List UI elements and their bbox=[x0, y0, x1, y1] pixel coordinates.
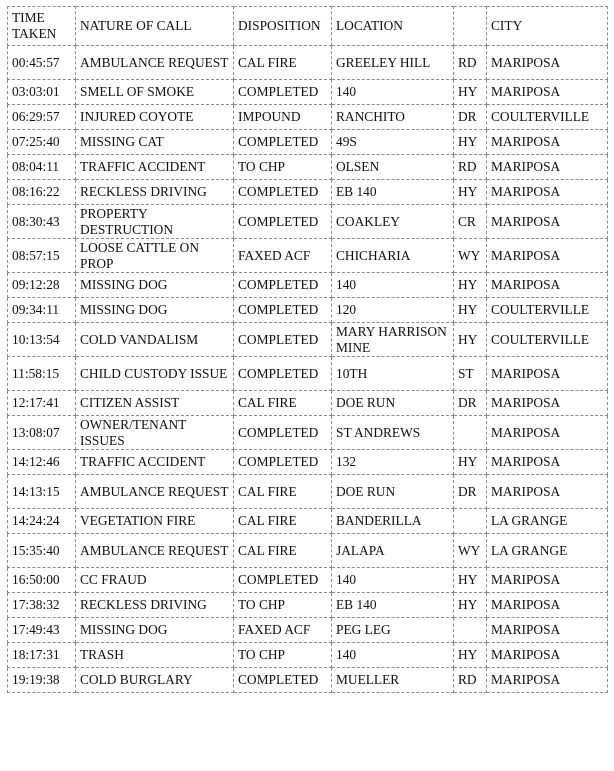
cell-time: 11:58:15 bbox=[8, 357, 76, 391]
cell-location: GREELEY HILL bbox=[332, 46, 454, 80]
table-row bbox=[8, 80, 608, 105]
cell-disposition: COMPLETED bbox=[234, 416, 332, 450]
cell-time: 13:08:07 bbox=[8, 416, 76, 450]
cell-disposition: COMPLETED bbox=[234, 323, 332, 357]
cell-city: MARIPOSA bbox=[487, 130, 608, 155]
cell-nature: VEGETATION FIRE bbox=[76, 509, 234, 534]
cell-nature: MISSING CAT bbox=[76, 130, 234, 155]
cell-time: 09:12:28 bbox=[8, 273, 76, 298]
cell-city: COULTERVILLE bbox=[487, 323, 608, 357]
cell-time: 03:03:01 bbox=[8, 80, 76, 105]
table-row bbox=[8, 568, 608, 593]
cell-city: LA GRANGE bbox=[487, 509, 608, 534]
cell-nature: RECKLESS DRIVING bbox=[76, 180, 234, 205]
cell-disposition: CAL FIRE bbox=[234, 46, 332, 80]
cell-disposition: COMPLETED bbox=[234, 668, 332, 693]
table-row bbox=[8, 643, 608, 668]
cell-disposition: COMPLETED bbox=[234, 273, 332, 298]
cell-time: 08:30:43 bbox=[8, 205, 76, 239]
cell-nature: INJURED COYOTE bbox=[76, 105, 234, 130]
table-row bbox=[8, 273, 608, 298]
cell-time: 14:24:24 bbox=[8, 509, 76, 534]
cell-suffix: HY bbox=[454, 643, 487, 668]
table-row bbox=[8, 357, 608, 391]
cell-nature: AMBULANCE REQUEST bbox=[76, 534, 234, 568]
cell-city: MARIPOSA bbox=[487, 593, 608, 618]
cell-disposition: COMPLETED bbox=[234, 205, 332, 239]
table-row bbox=[8, 46, 608, 80]
cell-nature: AMBULANCE REQUEST bbox=[76, 475, 234, 509]
cell-suffix: RD bbox=[454, 668, 487, 693]
cell-nature: OWNER/TENANT ISSUES bbox=[76, 416, 234, 450]
header-location: LOCATION bbox=[332, 7, 454, 46]
cell-disposition: IMPOUND bbox=[234, 105, 332, 130]
cell-time: 18:17:31 bbox=[8, 643, 76, 668]
cell-nature: MISSING DOG bbox=[76, 298, 234, 323]
header-nature: NATURE OF CALL bbox=[76, 7, 234, 46]
cell-location: PEG LEG bbox=[332, 618, 454, 643]
cell-city: MARIPOSA bbox=[487, 618, 608, 643]
cell-location: 120 bbox=[332, 298, 454, 323]
cell-disposition: TO CHP bbox=[234, 643, 332, 668]
table-row bbox=[8, 475, 608, 509]
cell-time: 17:38:32 bbox=[8, 593, 76, 618]
cell-disposition: FAXED ACF bbox=[234, 239, 332, 273]
cell-city: MARIPOSA bbox=[487, 357, 608, 391]
cell-location: ST ANDREWS bbox=[332, 416, 454, 450]
cell-city: MARIPOSA bbox=[487, 668, 608, 693]
cell-suffix bbox=[454, 618, 487, 643]
cell-time: 06:29:57 bbox=[8, 105, 76, 130]
cell-location: BANDERILLA bbox=[332, 509, 454, 534]
cell-city: MARIPOSA bbox=[487, 391, 608, 416]
cell-location: RANCHITO bbox=[332, 105, 454, 130]
cell-location: 132 bbox=[332, 450, 454, 475]
cell-time: 12:17:41 bbox=[8, 391, 76, 416]
cell-suffix: HY bbox=[454, 130, 487, 155]
header-time: TIME TAKEN bbox=[8, 7, 76, 46]
cell-city: COULTERVILLE bbox=[487, 298, 608, 323]
cell-city: MARIPOSA bbox=[487, 643, 608, 668]
cell-suffix: DR bbox=[454, 391, 487, 416]
cell-city: MARIPOSA bbox=[487, 155, 608, 180]
cell-location: 140 bbox=[332, 80, 454, 105]
cell-disposition: CAL FIRE bbox=[234, 391, 332, 416]
cell-disposition: CAL FIRE bbox=[234, 475, 332, 509]
cell-time: 08:04:11 bbox=[8, 155, 76, 180]
cell-nature: COLD VANDALISM bbox=[76, 323, 234, 357]
cell-nature: TRAFFIC ACCIDENT bbox=[76, 450, 234, 475]
cell-nature: CITIZEN ASSIST bbox=[76, 391, 234, 416]
cell-suffix: HY bbox=[454, 323, 487, 357]
cell-time: 08:16:22 bbox=[8, 180, 76, 205]
table-row bbox=[8, 509, 608, 534]
cell-location: 140 bbox=[332, 643, 454, 668]
cell-city: MARIPOSA bbox=[487, 205, 608, 239]
cell-city: MARIPOSA bbox=[487, 475, 608, 509]
cell-location: JALAPA bbox=[332, 534, 454, 568]
cell-city: MARIPOSA bbox=[487, 180, 608, 205]
table-row bbox=[8, 534, 608, 568]
table-row bbox=[8, 205, 608, 239]
cell-suffix: DR bbox=[454, 105, 487, 130]
cell-disposition: COMPLETED bbox=[234, 80, 332, 105]
table-row bbox=[8, 450, 608, 475]
cell-suffix: HY bbox=[454, 180, 487, 205]
header-suffix bbox=[454, 7, 487, 46]
cell-location: OLSEN bbox=[332, 155, 454, 180]
cell-nature: CC FRAUD bbox=[76, 568, 234, 593]
cell-suffix: ST bbox=[454, 357, 487, 391]
cell-time: 07:25:40 bbox=[8, 130, 76, 155]
cell-time: 17:49:43 bbox=[8, 618, 76, 643]
table-row bbox=[8, 298, 608, 323]
cell-location: DOE RUN bbox=[332, 391, 454, 416]
cell-nature: AMBULANCE REQUEST bbox=[76, 46, 234, 80]
cell-nature: MISSING DOG bbox=[76, 273, 234, 298]
cell-disposition: TO CHP bbox=[234, 155, 332, 180]
cell-disposition: COMPLETED bbox=[234, 450, 332, 475]
cell-location: 140 bbox=[332, 568, 454, 593]
cell-time: 10:13:54 bbox=[8, 323, 76, 357]
cell-nature: COLD BURGLARY bbox=[76, 668, 234, 693]
cell-city: LA GRANGE bbox=[487, 534, 608, 568]
cell-suffix: HY bbox=[454, 450, 487, 475]
cell-location: COAKLEY bbox=[332, 205, 454, 239]
cell-location: 49S bbox=[332, 130, 454, 155]
call-log-table bbox=[7, 6, 608, 693]
table-row bbox=[8, 105, 608, 130]
cell-nature: TRAFFIC ACCIDENT bbox=[76, 155, 234, 180]
cell-suffix: DR bbox=[454, 475, 487, 509]
cell-location: 10TH bbox=[332, 357, 454, 391]
table-row bbox=[8, 180, 608, 205]
cell-city: MARIPOSA bbox=[487, 416, 608, 450]
cell-disposition: CAL FIRE bbox=[234, 534, 332, 568]
table-row bbox=[8, 668, 608, 693]
cell-city: MARIPOSA bbox=[487, 46, 608, 80]
cell-suffix bbox=[454, 416, 487, 450]
cell-city: MARIPOSA bbox=[487, 450, 608, 475]
cell-time: 09:34:11 bbox=[8, 298, 76, 323]
cell-location: CHICHARIA bbox=[332, 239, 454, 273]
cell-time: 15:35:40 bbox=[8, 534, 76, 568]
cell-city: MARIPOSA bbox=[487, 80, 608, 105]
cell-nature: CHILD CUSTODY ISSUE bbox=[76, 357, 234, 391]
cell-location: DOE RUN bbox=[332, 475, 454, 509]
cell-location: MARY HARRISON MINE bbox=[332, 323, 454, 357]
cell-nature: MISSING DOG bbox=[76, 618, 234, 643]
cell-location: EB 140 bbox=[332, 180, 454, 205]
cell-city: COULTERVILLE bbox=[487, 105, 608, 130]
cell-suffix: HY bbox=[454, 568, 487, 593]
header-row bbox=[8, 7, 608, 46]
table-row bbox=[8, 155, 608, 180]
cell-location: 140 bbox=[332, 273, 454, 298]
table-row bbox=[8, 391, 608, 416]
header-city: CITY bbox=[487, 7, 608, 46]
cell-nature: PROPERTY DESTRUCTION bbox=[76, 205, 234, 239]
cell-disposition: TO CHP bbox=[234, 593, 332, 618]
cell-time: 00:45:57 bbox=[8, 46, 76, 80]
cell-disposition: COMPLETED bbox=[234, 298, 332, 323]
table-row bbox=[8, 323, 608, 357]
cell-time: 16:50:00 bbox=[8, 568, 76, 593]
cell-disposition: COMPLETED bbox=[234, 357, 332, 391]
cell-suffix: HY bbox=[454, 593, 487, 618]
header-disposition: DISPOSITION bbox=[234, 7, 332, 46]
table-row bbox=[8, 618, 608, 643]
cell-disposition: COMPLETED bbox=[234, 180, 332, 205]
cell-city: MARIPOSA bbox=[487, 239, 608, 273]
cell-suffix: CR bbox=[454, 205, 487, 239]
cell-disposition: COMPLETED bbox=[234, 568, 332, 593]
cell-location: EB 140 bbox=[332, 593, 454, 618]
cell-nature: LOOSE CATTLE ON PROP bbox=[76, 239, 234, 273]
table-row bbox=[8, 239, 608, 273]
cell-city: MARIPOSA bbox=[487, 568, 608, 593]
cell-disposition: FAXED ACF bbox=[234, 618, 332, 643]
cell-suffix: WY bbox=[454, 534, 487, 568]
table-row bbox=[8, 593, 608, 618]
cell-time: 14:13:15 bbox=[8, 475, 76, 509]
cell-suffix bbox=[454, 509, 487, 534]
cell-suffix: HY bbox=[454, 273, 487, 298]
cell-time: 14:12:46 bbox=[8, 450, 76, 475]
cell-time: 19:19:38 bbox=[8, 668, 76, 693]
cell-nature: TRASH bbox=[76, 643, 234, 668]
cell-location: MUELLER bbox=[332, 668, 454, 693]
cell-city: MARIPOSA bbox=[487, 273, 608, 298]
cell-suffix: RD bbox=[454, 155, 487, 180]
table-row bbox=[8, 416, 608, 450]
cell-time: 08:57:15 bbox=[8, 239, 76, 273]
cell-nature: RECKLESS DRIVING bbox=[76, 593, 234, 618]
cell-suffix: HY bbox=[454, 298, 487, 323]
cell-suffix: HY bbox=[454, 80, 487, 105]
cell-suffix: RD bbox=[454, 46, 487, 80]
cell-suffix: WY bbox=[454, 239, 487, 273]
cell-disposition: COMPLETED bbox=[234, 130, 332, 155]
cell-disposition: CAL FIRE bbox=[234, 509, 332, 534]
table-row bbox=[8, 130, 608, 155]
cell-nature: SMELL OF SMOKE bbox=[76, 80, 234, 105]
